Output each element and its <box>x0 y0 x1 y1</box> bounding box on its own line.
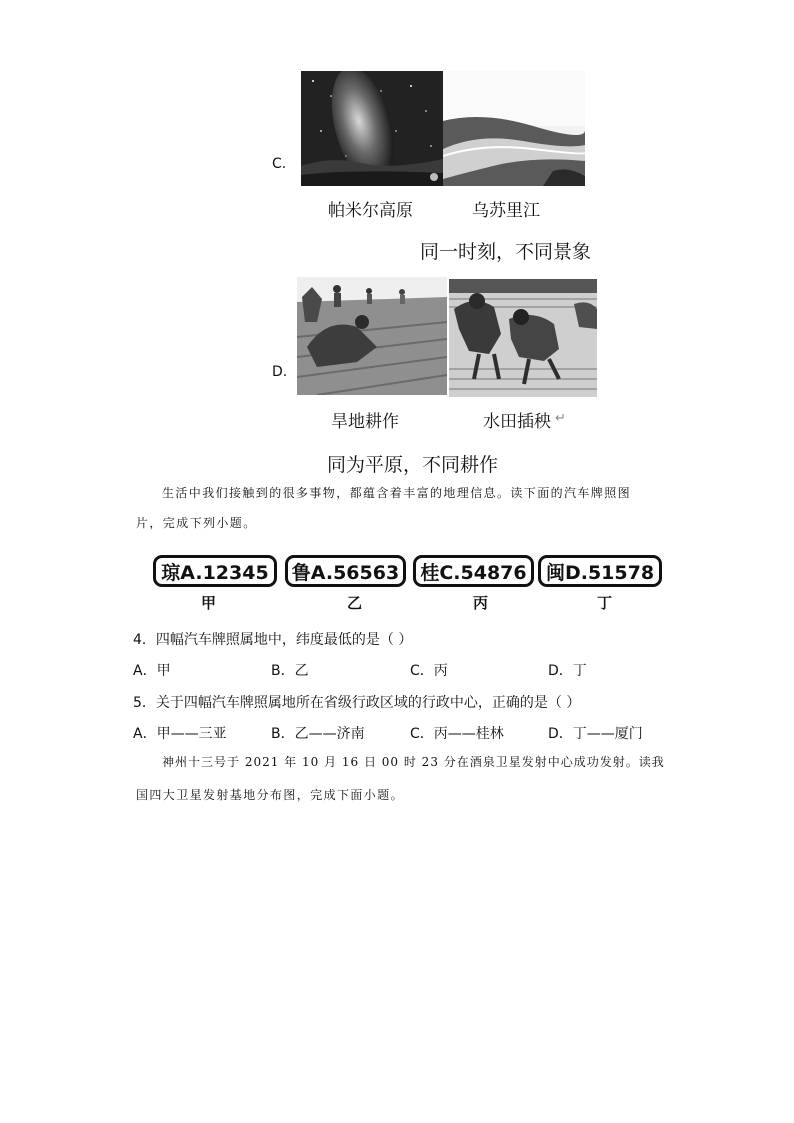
q4-option-a: A．甲 <box>133 663 171 679</box>
plate-lu: 鲁A.56563 <box>285 555 406 587</box>
plates-intro-line2: 片，完成下列小题。 <box>136 516 257 530</box>
question-4-stem: 4．四幅汽车牌照属地中，纬度最低的是（ ） <box>133 632 413 648</box>
plate-gui: 桂C.54876 <box>413 555 534 587</box>
plates-intro-line1: 生活中我们接触到的很多事物，都蕴含着丰富的地理信息。读下面的汽车牌照图 <box>162 486 632 500</box>
q4-option-b: B．乙 <box>271 663 309 679</box>
rice-planting-photo <box>449 279 597 397</box>
question-5-stem: 5．关于四幅汽车牌照属地所在省级行政区域的行政中心，正确的是（ ） <box>133 695 581 711</box>
plate-qiong: 琼A.12345 <box>153 555 277 587</box>
dryland-farming-photo <box>297 277 447 395</box>
q4-option-c: C．丙 <box>410 663 448 679</box>
option-c-label: C. <box>272 156 287 172</box>
q4-option-d: D．丁 <box>548 663 587 679</box>
option-c-subtitle: 同一时刻，不同景象 <box>420 241 592 263</box>
option-d-label: D. <box>272 364 288 380</box>
plate-min: 闽D.51578 <box>538 555 662 587</box>
launch-intro-line1: 神州十三号于 2021 年 10 月 16 日 00 时 23 分在酒泉卫星发射中心成功发射。读我 <box>162 755 665 769</box>
option-d-subtitle: 同为平原，不同耕作 <box>327 454 499 476</box>
caption-wusuli: 乌苏里江 <box>472 201 540 221</box>
q5-option-a: A．甲——三亚 <box>133 726 227 742</box>
q5-option-d: D．丁——厦门 <box>548 726 643 742</box>
launch-intro-line2: 国四大卫星发射基地分布图，完成下面小题。 <box>136 788 405 802</box>
plate-label-yi: 乙 <box>347 594 363 612</box>
return-mark: ↵ <box>555 411 566 426</box>
caption-rice: 水田插秧 <box>483 412 551 432</box>
caption-dryland: 旱地耕作 <box>331 412 399 432</box>
q5-option-c: C．丙——桂林 <box>410 726 504 742</box>
q5-option-b: B．乙——济南 <box>271 726 365 742</box>
caption-pamir: 帕米尔高原 <box>328 201 413 221</box>
plate-label-bing: 丙 <box>473 594 489 612</box>
night-sky-photo <box>301 71 443 186</box>
plate-label-ding: 丁 <box>597 594 613 612</box>
river-dawn-photo <box>443 71 585 186</box>
plate-label-jia: 甲 <box>201 594 217 612</box>
